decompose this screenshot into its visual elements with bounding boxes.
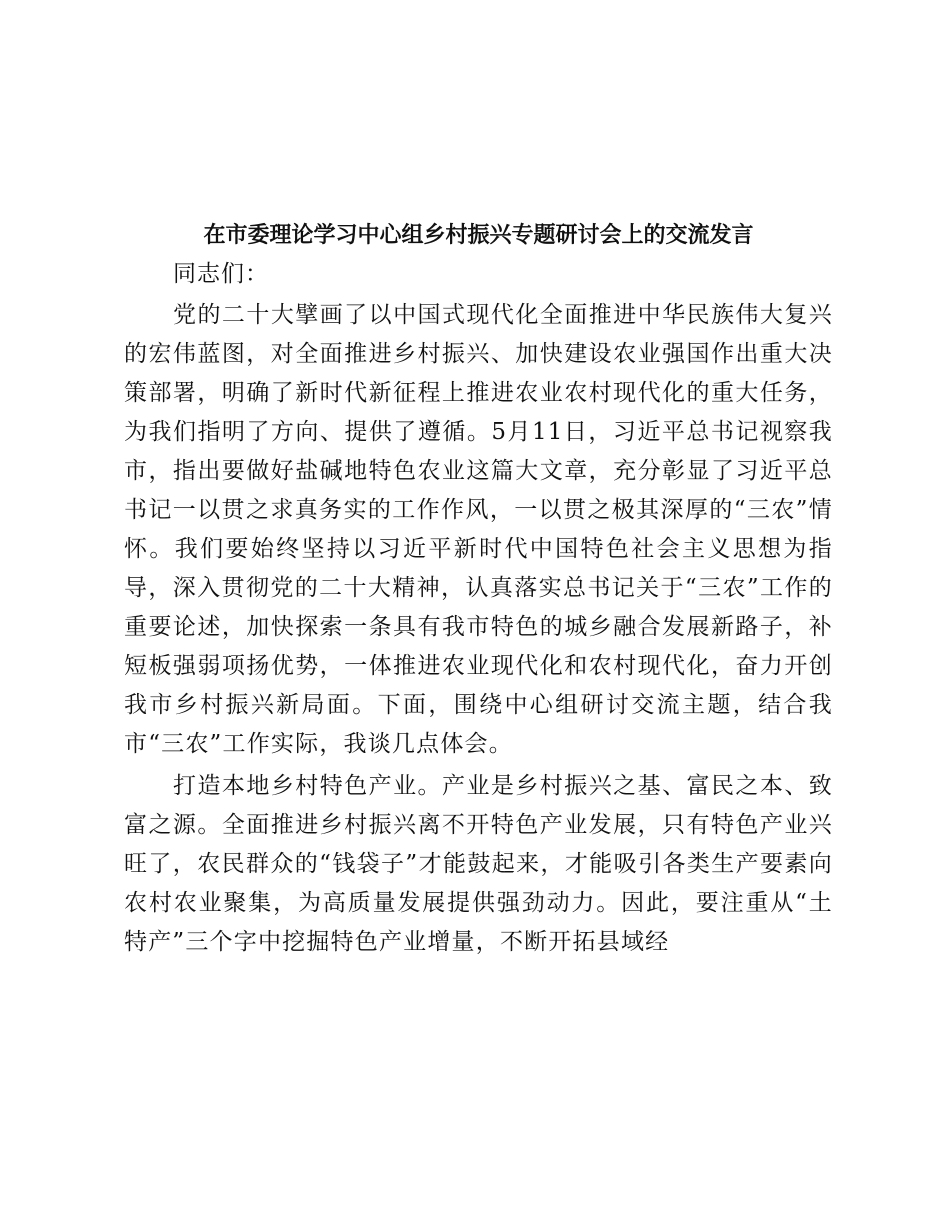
- paragraph-intro: 党的二十大擘画了以中国式现代化全面推进中华民族伟大复兴的宏伟蓝图，对全面推进乡村振兴、加快建设农业强国作出重大决策部署，明确了新时代新征程上推进农业农村现代化的重大任务，为我们指明了方向、提供了遵循。5月11日，习近平总书记视察我市，指出要做好盐碱地特色农业这篇大文章，充分彰显了习近平总书记一以贯之求真务实的工作作风，一以贯之极其深厚的“三农”情怀。我们要始终坚持以习近平新时代中国特色社会主义思想为指导，深入贯彻党的二十大精神，认真落实总书记关于“三农”工作的重要论述，加快探索一条具有我市特色的城乡融合发展新路子，补短板强弱项扬优势，一体推进农业现代化和农村现代化，奋力开创我市乡村振兴新局面。下面，围绕中心组研讨交流主题，结合我市“三农”工作实际，我谈几点体会。: [124, 302, 833, 757]
- salutation: 同志们：: [173, 261, 269, 287]
- document-title: 在市委理论学习中心组乡村振兴专题研讨会上的交流发言: [203, 223, 754, 248]
- document-body: [124, 216, 833, 965]
- paragraph-industry: 打造本地乡村特色产业。产业是乡村振兴之基、富民之本、致富之源。全面推进乡村振兴离不开特色产业发展，只有特色产业兴旺了，农民群众的“钱袋子”才能鼓起来，才能吸引各类生产要素向农村农业聚集，为高质量发展提供强劲动力。因此，要注重从“土特产”三个字中挖掘特色产业增量，不断开拓县域经: [124, 773, 833, 955]
